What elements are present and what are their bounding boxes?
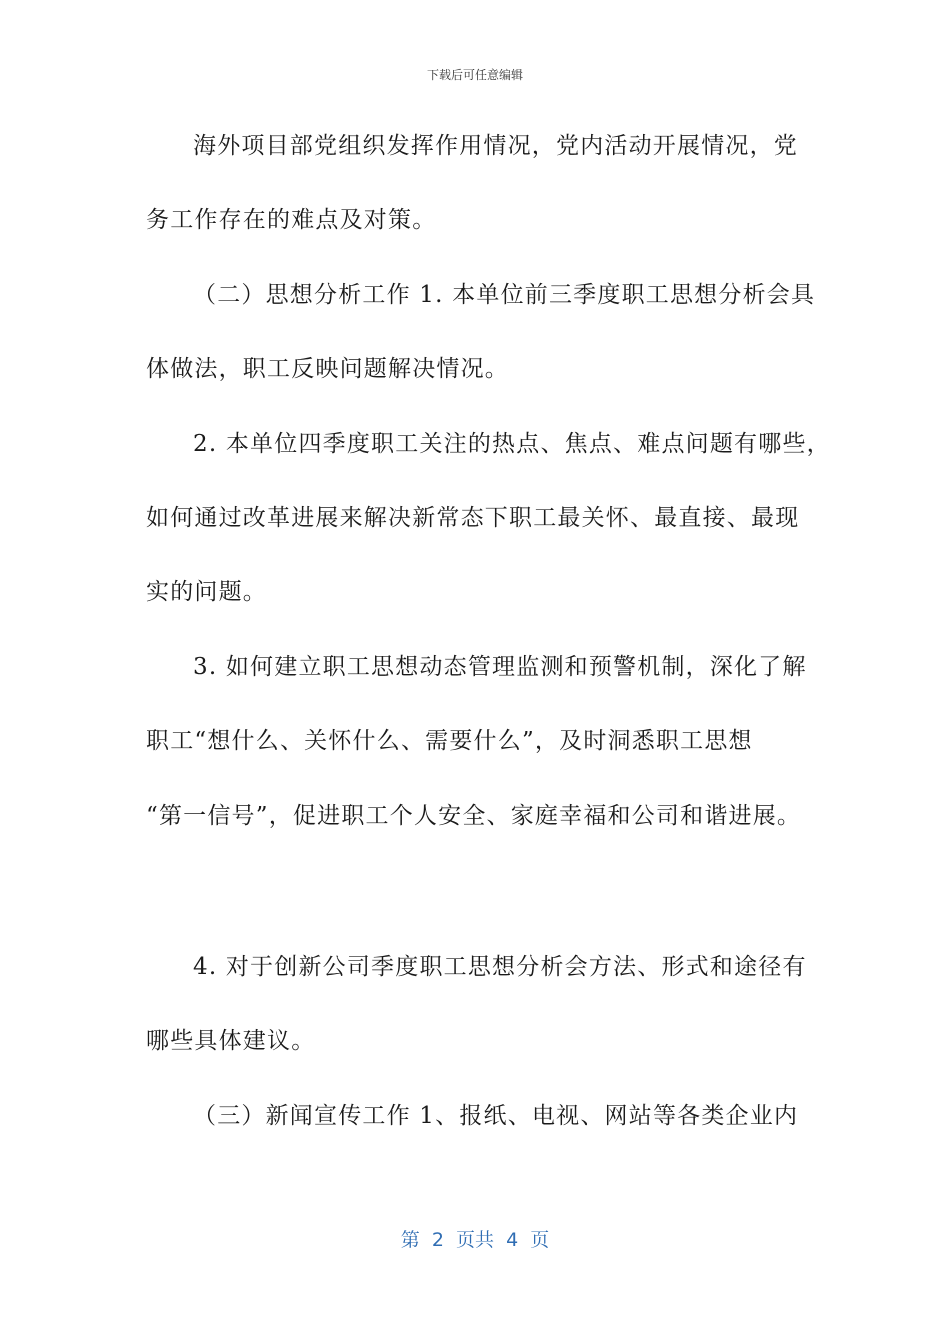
body-line-1: 海外项目部党组织发挥作用情况，党内活动开展情况，党 xyxy=(193,133,798,159)
body-line-5: 2. 本单位四季度职工关注的热点、焦点、难点问题有哪些， xyxy=(193,431,831,457)
body-line-4: 体做法，职工反映问题解决情况。 xyxy=(146,356,509,382)
body-line-12: 哪些具体建议。 xyxy=(146,1028,316,1054)
page-header-note: 下载后可任意编辑 xyxy=(426,68,523,82)
body-line-8: 3. 如何建立职工思想动态管理监测和预警机制，深化了解 xyxy=(193,654,807,680)
body-line-3: （二）思想分析工作 1. 本单位前三季度职工思想分析会具 xyxy=(193,282,816,308)
body-line-9: 职工“想什么、关怀什么、需要什么”，及时洞悉职工思想 xyxy=(146,728,753,754)
body-line-2: 务工作存在的难点及对策。 xyxy=(146,207,437,233)
body-line-6: 如何通过改革进展来解决新常态下职工最关怀、最直接、最现 xyxy=(146,505,800,531)
body-line-11: 4. 对于创新公司季度职工思想分析会方法、形式和途径有 xyxy=(193,954,807,980)
page-number-footer: 第 2 页共 4 页 xyxy=(400,1229,550,1251)
body-line-13: （三）新闻宣传工作 1、报纸、电视、网站等各类企业内 xyxy=(193,1103,799,1129)
body-line-7: 实的问题。 xyxy=(146,579,267,605)
body-line-10: “第一信号”，促进职工个人安全、家庭幸福和公司和谐进展。 xyxy=(146,803,802,829)
